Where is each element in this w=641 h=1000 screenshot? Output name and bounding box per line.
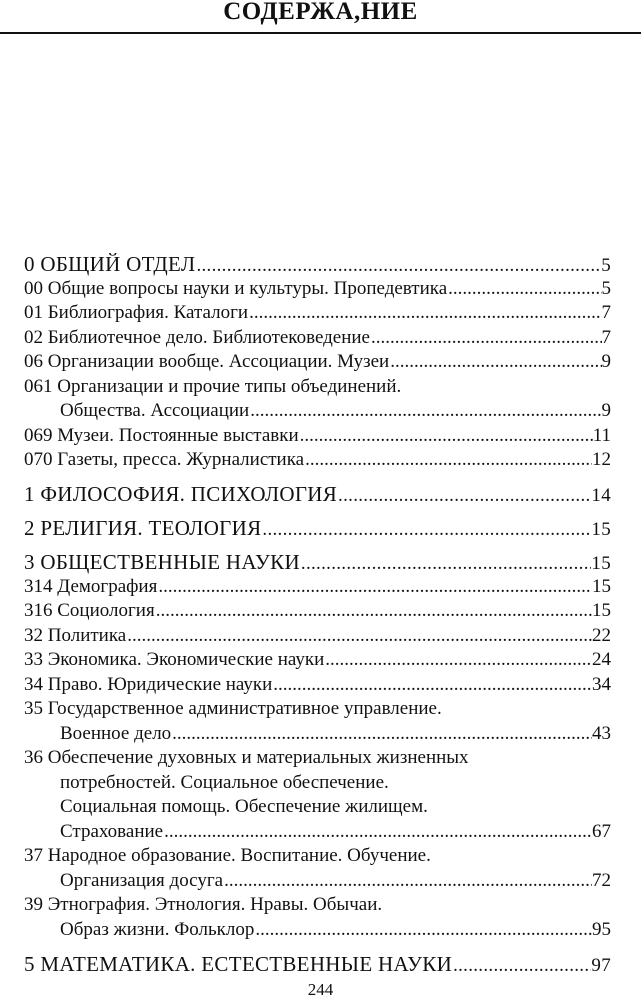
dot-leader (126, 624, 592, 649)
dot-leader (163, 820, 592, 845)
toc-entry-page: 15 (592, 600, 611, 621)
running-header (0, 0, 641, 34)
toc-entry-page: 5 (601, 255, 611, 276)
toc-entry-title: 39 Этнография. Этнология. Нравы. Обычаи. (24, 894, 383, 915)
toc-entry-page: 15 (591, 519, 611, 540)
toc-entry (24, 624, 611, 649)
dot-leader (261, 518, 591, 543)
toc-section (24, 952, 611, 977)
toc-entry-continuation (24, 869, 611, 894)
toc-entry-page: 11 (592, 424, 611, 446)
dot-leader (254, 918, 592, 943)
toc-entry-title: 00 Общие вопросы науки и культуры. Пропедевтика (24, 277, 448, 299)
toc-entry-title: 061 Организации и прочие типы объединений. (24, 375, 402, 397)
toc-section (24, 482, 611, 507)
dot-leader (195, 254, 601, 279)
toc-entry-title: 32 Политика (24, 624, 127, 646)
dot-leader (248, 301, 601, 326)
dot-leader (249, 399, 601, 424)
toc-entry-title: 069 Музеи. Постоянные выставки (24, 424, 299, 446)
toc-entry-page: 12 (592, 449, 611, 470)
toc-entry (24, 673, 611, 698)
toc-entry-title: 33 Экономика. Экономические науки (24, 649, 325, 670)
toc-entry-continuation (24, 771, 611, 796)
toc-entry-page: 15 (592, 575, 611, 597)
toc-entry-title: Общества. Ассоциации (60, 400, 250, 421)
toc-entry-continuation (24, 918, 611, 943)
toc-entry-title: 5 МАТЕМАТИКА. ЕСТЕСТВЕННЫЕ НАУКИ (24, 951, 453, 976)
toc-entry-title: Страхование (60, 820, 164, 842)
dot-leader (370, 326, 602, 351)
toc-entry-title: 1 ФИЛОСОФИЯ. ПСИХОЛОГИЯ (24, 482, 338, 506)
dot-leader (155, 599, 592, 624)
toc-entry (24, 746, 611, 771)
toc-entry (24, 277, 611, 302)
toc-entry-title: 2 РЕЛИГИЯ. ТЕОЛОГИЯ (24, 516, 262, 540)
toc-entry-title: 316 Социология (24, 600, 155, 621)
toc-entry-continuation (24, 399, 611, 424)
toc-entry-continuation (24, 820, 611, 845)
toc-entry-page: 9 (601, 351, 611, 372)
toc-entry (24, 301, 611, 326)
toc-entry-title: потребностей. Социальное обеспечение. (60, 771, 389, 793)
page-number: 244 (307, 980, 334, 999)
toc-entry-page: 97 (591, 954, 611, 976)
toc-entry (24, 697, 611, 722)
toc-section (24, 252, 611, 277)
toc-entry (24, 844, 611, 869)
toc-section (24, 550, 611, 575)
toc-entry-page: 22 (592, 624, 611, 646)
dot-leader (452, 954, 591, 979)
dot-leader (223, 869, 592, 894)
dot-leader (337, 484, 591, 509)
toc-entry-title: 0 ОБЩИЙ ОТДЕЛ (24, 252, 196, 276)
toc-entry (24, 350, 611, 375)
toc-section (24, 516, 611, 541)
dot-leader (324, 648, 592, 673)
toc-entry-title: 36 Обеспечение духовных и материальных жизненных (24, 747, 469, 768)
toc-entry-continuation (24, 795, 611, 820)
page-title: СОДЕРЖА,НИЕ (223, 0, 418, 25)
toc-entry (24, 448, 611, 473)
toc-entry-title: 34 Право. Юридические науки (24, 673, 273, 695)
toc-entry-title: Военное дело (60, 722, 172, 744)
toc-entry-title: 070 Газеты, пресса. Журналистика (24, 449, 305, 470)
dot-leader (157, 575, 592, 600)
dot-leader (300, 552, 591, 577)
toc-entry (24, 893, 611, 918)
toc-entry-title: 35 Государственное административное управление. (24, 698, 442, 719)
dot-leader (389, 350, 601, 375)
toc-entry-title: 3 ОБЩЕСТВЕННЫЕ НАУКИ (24, 550, 300, 574)
toc-entry-page: 24 (592, 649, 611, 670)
dot-leader (304, 448, 592, 473)
toc-entry-page: 7 (601, 302, 611, 323)
toc-entry (24, 326, 611, 351)
toc-entry-page: 72 (592, 869, 611, 891)
toc-entry (24, 424, 611, 449)
toc-entry-title: 06 Организации вообще. Ассоциации. Музеи (24, 351, 390, 372)
dot-leader (272, 673, 592, 698)
toc-entry (24, 375, 611, 400)
dot-leader (299, 424, 593, 449)
toc-entry-page: 43 (592, 722, 611, 744)
toc-entry-title: 37 Народное образование. Воспитание. Обучение. (24, 845, 431, 866)
toc-entry-continuation (24, 722, 611, 747)
toc-entry-page: 5 (601, 277, 611, 299)
toc-entry-title: 314 Демография (24, 575, 158, 597)
toc-entry-page: 14 (591, 485, 611, 506)
toc-entry-page: 7 (601, 326, 611, 348)
toc-entry-title: Образ жизни. Фольклор (60, 918, 255, 940)
toc-entry-page: 95 (592, 918, 611, 940)
toc-entry-page: 67 (592, 820, 611, 842)
toc-entry-title: Социальная помощь. Обеспечение жилищем. (60, 796, 428, 817)
toc-entry (24, 599, 611, 624)
table-of-contents (24, 252, 611, 976)
toc-entry-page: 15 (591, 553, 611, 574)
toc-entry-title: 02 Библиотечное дело. Библиотековедение (24, 326, 370, 348)
toc-entry (24, 648, 611, 673)
toc-entry-title: Организация досуга (60, 869, 224, 891)
dot-leader (171, 722, 592, 747)
toc-entry-title: 01 Библиография. Каталоги (24, 302, 249, 323)
toc-entry (24, 575, 611, 600)
toc-entry-page: 34 (592, 673, 611, 695)
dot-leader (447, 277, 601, 302)
toc-entry-page: 9 (601, 400, 611, 421)
